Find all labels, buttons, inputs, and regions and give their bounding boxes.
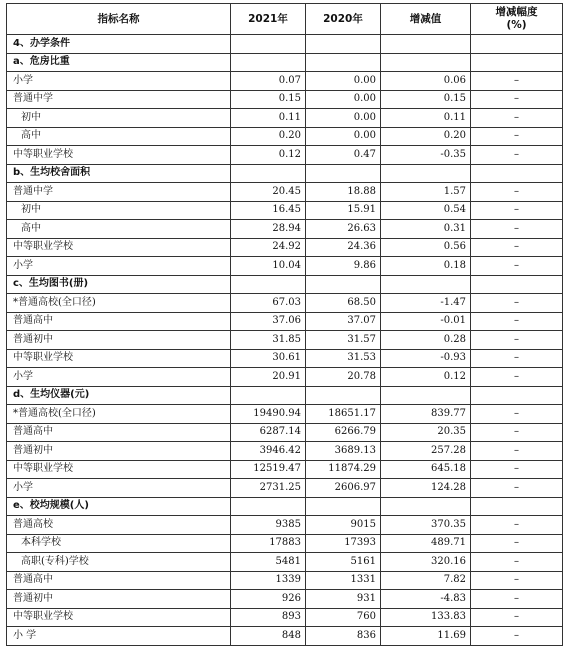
table-row bbox=[7, 442, 563, 461]
row-value-2020: 17393 bbox=[306, 534, 381, 553]
row-change-percent: – bbox=[471, 183, 563, 202]
row-value-2020: 11874.29 bbox=[306, 460, 381, 479]
row-value-2020: 18651.17 bbox=[306, 405, 381, 424]
row-change-percent: – bbox=[471, 460, 563, 479]
row-value-2021: 19490.94 bbox=[231, 405, 306, 424]
table-row bbox=[7, 72, 563, 91]
row-indicator-name: 普通中学 bbox=[7, 183, 231, 202]
row-change-percent: – bbox=[471, 534, 563, 553]
row-value-2020: 2606.97 bbox=[306, 479, 381, 498]
row-value-2021: 0.11 bbox=[231, 109, 306, 128]
row-indicator-name: 中等职业学校 bbox=[7, 349, 231, 368]
row-indicator-name: 普通初中 bbox=[7, 331, 231, 350]
section-row bbox=[7, 497, 563, 516]
row-value-2020: 0.00 bbox=[306, 72, 381, 91]
row-change-value: 0.15 bbox=[381, 90, 471, 109]
row-indicator-name: 普通高中 bbox=[7, 423, 231, 442]
table-row bbox=[7, 90, 563, 109]
row-change-value: -0.93 bbox=[381, 349, 471, 368]
row-change-percent: – bbox=[471, 627, 563, 646]
section-row bbox=[7, 35, 563, 54]
row-change-percent: – bbox=[471, 127, 563, 146]
header-change-percent-line1: 增减幅度 bbox=[495, 6, 538, 18]
row-indicator-name: 初中 bbox=[7, 201, 231, 220]
table-row bbox=[7, 516, 563, 535]
row-change-percent: – bbox=[471, 608, 563, 627]
section-row bbox=[7, 164, 563, 183]
table-row bbox=[7, 109, 563, 128]
row-change-value: 124.28 bbox=[381, 479, 471, 498]
row-change-value: 0.18 bbox=[381, 257, 471, 276]
header-change-value: 增减值 bbox=[381, 4, 471, 35]
row-change-percent: – bbox=[471, 368, 563, 387]
row-change-value: 320.16 bbox=[381, 553, 471, 572]
row-change-percent: – bbox=[471, 238, 563, 257]
row-indicator-name: 普通中学 bbox=[7, 90, 231, 109]
row-value-2021: 16.45 bbox=[231, 201, 306, 220]
row-value-2020: 3689.13 bbox=[306, 442, 381, 461]
row-value-2020: 760 bbox=[306, 608, 381, 627]
row-change-percent: – bbox=[471, 442, 563, 461]
section-empty-cell bbox=[471, 53, 563, 72]
row-value-2020: 18.88 bbox=[306, 183, 381, 202]
row-indicator-name: *普通高校(全口径) bbox=[7, 405, 231, 424]
table-row bbox=[7, 127, 563, 146]
section-empty-cell bbox=[306, 164, 381, 183]
row-value-2021: 6287.14 bbox=[231, 423, 306, 442]
row-indicator-name: 中等职业学校 bbox=[7, 146, 231, 165]
row-indicator-name: 高职(专科)学校 bbox=[7, 553, 231, 572]
section-empty-cell bbox=[231, 164, 306, 183]
row-value-2021: 28.94 bbox=[231, 220, 306, 239]
row-value-2021: 848 bbox=[231, 627, 306, 646]
section-empty-cell bbox=[231, 35, 306, 54]
table-row bbox=[7, 571, 563, 590]
row-indicator-name: 初中 bbox=[7, 109, 231, 128]
section-empty-cell bbox=[231, 386, 306, 405]
section-empty-cell bbox=[471, 35, 563, 54]
header-row bbox=[7, 4, 563, 35]
row-value-2021: 12519.47 bbox=[231, 460, 306, 479]
table-row bbox=[7, 220, 563, 239]
table-row bbox=[7, 405, 563, 424]
table-row bbox=[7, 146, 563, 165]
section-empty-cell bbox=[381, 35, 471, 54]
row-change-percent: – bbox=[471, 90, 563, 109]
row-value-2021: 20.45 bbox=[231, 183, 306, 202]
row-change-value: 0.12 bbox=[381, 368, 471, 387]
row-change-percent: – bbox=[471, 201, 563, 220]
row-change-value: 7.82 bbox=[381, 571, 471, 590]
section-empty-cell bbox=[231, 497, 306, 516]
row-indicator-name: 中等职业学校 bbox=[7, 238, 231, 257]
row-value-2020: 1331 bbox=[306, 571, 381, 590]
table-row bbox=[7, 257, 563, 276]
row-indicator-name: 普通高中 bbox=[7, 312, 231, 331]
section-empty-cell bbox=[381, 497, 471, 516]
row-value-2020: 31.53 bbox=[306, 349, 381, 368]
table-row bbox=[7, 294, 563, 313]
section-empty-cell bbox=[306, 497, 381, 516]
row-indicator-name: 小学 bbox=[7, 479, 231, 498]
row-value-2020: 15.91 bbox=[306, 201, 381, 220]
section-title: e、校均规模(人) bbox=[7, 497, 231, 516]
row-value-2021: 926 bbox=[231, 590, 306, 609]
row-value-2021: 0.20 bbox=[231, 127, 306, 146]
row-change-percent: – bbox=[471, 294, 563, 313]
table-row bbox=[7, 349, 563, 368]
section-empty-cell bbox=[306, 53, 381, 72]
row-change-percent: – bbox=[471, 405, 563, 424]
row-change-value: 370.35 bbox=[381, 516, 471, 535]
row-indicator-name: 中等职业学校 bbox=[7, 608, 231, 627]
section-row bbox=[7, 275, 563, 294]
row-value-2021: 3946.42 bbox=[231, 442, 306, 461]
row-value-2020: 68.50 bbox=[306, 294, 381, 313]
row-change-value: 0.20 bbox=[381, 127, 471, 146]
row-indicator-name: *普通高校(全口径) bbox=[7, 294, 231, 313]
row-change-percent: – bbox=[471, 553, 563, 572]
row-value-2021: 0.12 bbox=[231, 146, 306, 165]
section-empty-cell bbox=[471, 164, 563, 183]
row-value-2021: 10.04 bbox=[231, 257, 306, 276]
section-title: 4、办学条件 bbox=[7, 35, 231, 54]
education-conditions-table bbox=[6, 3, 563, 646]
table-header bbox=[7, 4, 563, 35]
row-indicator-name: 本科学校 bbox=[7, 534, 231, 553]
row-value-2020: 9015 bbox=[306, 516, 381, 535]
header-change-percent-line2: (%) bbox=[506, 19, 527, 31]
row-indicator-name: 中等职业学校 bbox=[7, 460, 231, 479]
row-change-value: 839.77 bbox=[381, 405, 471, 424]
section-row bbox=[7, 386, 563, 405]
row-value-2020: 0.00 bbox=[306, 90, 381, 109]
section-title: c、生均图书(册) bbox=[7, 275, 231, 294]
row-indicator-name: 普通高中 bbox=[7, 571, 231, 590]
section-empty-cell bbox=[381, 275, 471, 294]
row-change-value: 133.83 bbox=[381, 608, 471, 627]
table-row bbox=[7, 368, 563, 387]
section-empty-cell bbox=[306, 275, 381, 294]
row-change-percent: – bbox=[471, 349, 563, 368]
row-indicator-name: 小学 bbox=[7, 368, 231, 387]
row-change-value: 11.69 bbox=[381, 627, 471, 646]
row-indicator-name: 普通初中 bbox=[7, 590, 231, 609]
table-row bbox=[7, 479, 563, 498]
row-value-2021: 0.15 bbox=[231, 90, 306, 109]
section-row bbox=[7, 53, 563, 72]
row-change-value: 645.18 bbox=[381, 460, 471, 479]
section-empty-cell bbox=[471, 275, 563, 294]
table-row bbox=[7, 238, 563, 257]
row-change-value: -0.01 bbox=[381, 312, 471, 331]
row-change-value: 0.54 bbox=[381, 201, 471, 220]
table-row bbox=[7, 201, 563, 220]
row-indicator-name: 普通初中 bbox=[7, 442, 231, 461]
row-indicator-name: 小 学 bbox=[7, 627, 231, 646]
row-value-2020: 37.07 bbox=[306, 312, 381, 331]
header-year-2021: 2021年 bbox=[231, 4, 306, 35]
section-empty-cell bbox=[471, 497, 563, 516]
row-value-2021: 30.61 bbox=[231, 349, 306, 368]
row-value-2021: 20.91 bbox=[231, 368, 306, 387]
table-row bbox=[7, 534, 563, 553]
header-year-2020: 2020年 bbox=[306, 4, 381, 35]
row-change-percent: – bbox=[471, 571, 563, 590]
table-row bbox=[7, 608, 563, 627]
row-change-value: -1.47 bbox=[381, 294, 471, 313]
section-empty-cell bbox=[381, 386, 471, 405]
table-row bbox=[7, 590, 563, 609]
row-change-percent: – bbox=[471, 423, 563, 442]
row-change-percent: – bbox=[471, 257, 563, 276]
row-value-2021: 37.06 bbox=[231, 312, 306, 331]
row-value-2021: 0.07 bbox=[231, 72, 306, 91]
row-change-percent: – bbox=[471, 312, 563, 331]
row-value-2020: 31.57 bbox=[306, 331, 381, 350]
table-row bbox=[7, 553, 563, 572]
row-change-percent: – bbox=[471, 590, 563, 609]
row-value-2021: 9385 bbox=[231, 516, 306, 535]
row-value-2021: 67.03 bbox=[231, 294, 306, 313]
row-indicator-name: 小学 bbox=[7, 72, 231, 91]
row-indicator-name: 普通高校 bbox=[7, 516, 231, 535]
row-change-percent: – bbox=[471, 146, 563, 165]
row-value-2021: 1339 bbox=[231, 571, 306, 590]
header-indicator-name: 指标名称 bbox=[7, 4, 231, 35]
row-value-2020: 0.47 bbox=[306, 146, 381, 165]
row-value-2021: 17883 bbox=[231, 534, 306, 553]
row-change-percent: – bbox=[471, 516, 563, 535]
row-value-2020: 5161 bbox=[306, 553, 381, 572]
row-value-2020: 836 bbox=[306, 627, 381, 646]
row-change-percent: – bbox=[471, 331, 563, 350]
row-value-2020: 931 bbox=[306, 590, 381, 609]
row-change-percent: – bbox=[471, 479, 563, 498]
row-change-percent: – bbox=[471, 109, 563, 128]
row-value-2021: 31.85 bbox=[231, 331, 306, 350]
section-empty-cell bbox=[306, 35, 381, 54]
table-body bbox=[7, 35, 563, 646]
section-title: b、生均校舍面积 bbox=[7, 164, 231, 183]
row-indicator-name: 高中 bbox=[7, 220, 231, 239]
table-row bbox=[7, 183, 563, 202]
row-change-percent: – bbox=[471, 72, 563, 91]
row-indicator-name: 高中 bbox=[7, 127, 231, 146]
row-value-2020: 6266.79 bbox=[306, 423, 381, 442]
row-change-value: 0.28 bbox=[381, 331, 471, 350]
row-change-value: 0.06 bbox=[381, 72, 471, 91]
table-row bbox=[7, 460, 563, 479]
row-change-value: -0.35 bbox=[381, 146, 471, 165]
section-title: d、生均仪器(元) bbox=[7, 386, 231, 405]
table-row bbox=[7, 423, 563, 442]
section-empty-cell bbox=[231, 53, 306, 72]
row-change-value: 0.31 bbox=[381, 220, 471, 239]
row-value-2020: 24.36 bbox=[306, 238, 381, 257]
row-value-2020: 0.00 bbox=[306, 109, 381, 128]
row-change-value: 0.56 bbox=[381, 238, 471, 257]
row-value-2021: 2731.25 bbox=[231, 479, 306, 498]
row-value-2020: 0.00 bbox=[306, 127, 381, 146]
row-value-2020: 9.86 bbox=[306, 257, 381, 276]
table-row bbox=[7, 331, 563, 350]
row-change-percent: – bbox=[471, 220, 563, 239]
section-empty-cell bbox=[306, 386, 381, 405]
table-row bbox=[7, 627, 563, 646]
section-empty-cell bbox=[381, 164, 471, 183]
row-value-2021: 893 bbox=[231, 608, 306, 627]
row-change-value: 257.28 bbox=[381, 442, 471, 461]
row-change-value: -4.83 bbox=[381, 590, 471, 609]
section-empty-cell bbox=[381, 53, 471, 72]
section-empty-cell bbox=[471, 386, 563, 405]
row-value-2020: 26.63 bbox=[306, 220, 381, 239]
row-value-2021: 5481 bbox=[231, 553, 306, 572]
header-change-percent bbox=[471, 4, 563, 35]
section-title: a、危房比重 bbox=[7, 53, 231, 72]
row-change-value: 489.71 bbox=[381, 534, 471, 553]
row-change-value: 0.11 bbox=[381, 109, 471, 128]
row-value-2021: 24.92 bbox=[231, 238, 306, 257]
section-empty-cell bbox=[231, 275, 306, 294]
row-value-2020: 20.78 bbox=[306, 368, 381, 387]
row-change-value: 1.57 bbox=[381, 183, 471, 202]
table-row bbox=[7, 312, 563, 331]
row-indicator-name: 小学 bbox=[7, 257, 231, 276]
row-change-value: 20.35 bbox=[381, 423, 471, 442]
